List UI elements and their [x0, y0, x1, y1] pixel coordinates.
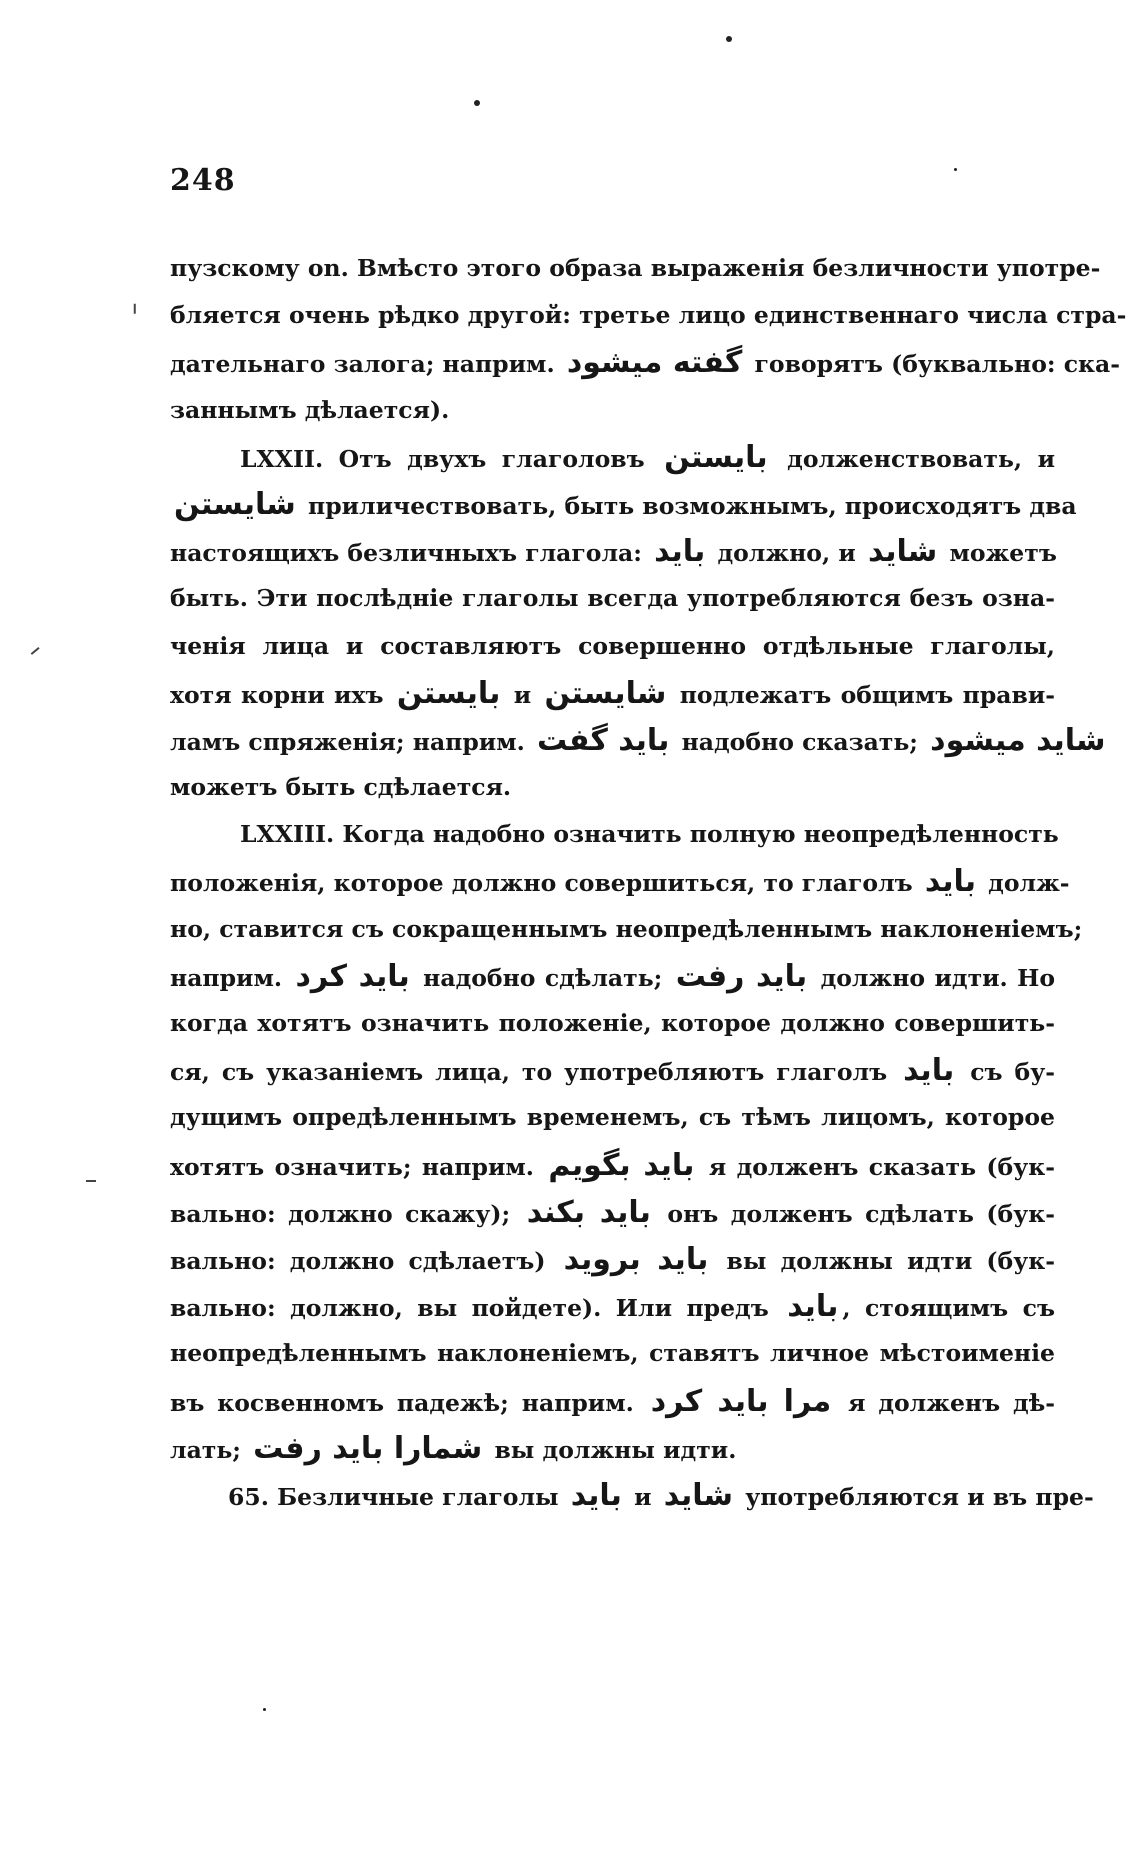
- text-line: شايستن приличествовать, быть возможнымъ, происходятъ два: [170, 481, 1055, 528]
- section-heading-line: LXXII. Отъ двухъ глаголовъ بايستن долженствовать, и: [240, 439, 1055, 475]
- scan-mark: [31, 647, 40, 655]
- persian-word: بايد: [654, 534, 706, 570]
- body-text: [170, 245, 1127, 1519]
- text-line: хотя корни ихъ بايستن и شايستن подлежатъ общимъ прави-: [170, 675, 1055, 711]
- persian-word: بايد بكند: [526, 1194, 651, 1230]
- text-line: вально: должно сдѣлаетъ) بايد برويد вы должны идти (бук-: [170, 1241, 1055, 1277]
- text-line: въ косвенномъ падежѣ; наприм. مرا بايد كرد я долженъ дѣ-: [170, 1383, 1055, 1419]
- scan-mark: [86, 1180, 96, 1182]
- persian-word: بايستن: [396, 675, 501, 711]
- persian-word: شايد ميشود: [930, 722, 1106, 758]
- persian-word: بايد گفت: [537, 722, 670, 758]
- text-line: наприм. بايد كرد надобно сдѣлать; بايد رفت должно идти. Но: [170, 958, 1056, 994]
- text-line: хотятъ означить; наприм. بايد بگويم я долженъ сказать (бук-: [170, 1147, 1055, 1183]
- text-line: неопредѣленнымъ наклоненіемъ, ставятъ личное мѣстоименіе: [170, 1339, 1055, 1368]
- persian-word: شايستن: [174, 486, 296, 522]
- persian-word: شمارا بايد رفت: [253, 1430, 483, 1466]
- persian-word: بايد: [924, 864, 976, 900]
- scan-speck: [726, 36, 732, 42]
- persian-word: بايد كرد: [295, 958, 410, 994]
- persian-word: مرا بايد كرد: [650, 1383, 832, 1419]
- text-line: бляется очень рѣдко другой: третье лицо единственнаго числа стра-: [170, 301, 1127, 330]
- scan-speck: [263, 1708, 266, 1711]
- text-line: ся, съ указаніемъ лица, то употребляютъ глаголъ بايد съ бу-: [170, 1053, 1055, 1089]
- persian-word: شايستن: [544, 675, 667, 711]
- persian-word: بايد: [570, 1477, 622, 1513]
- text-line: лать; شمارا بايد رفت вы должны идти.: [170, 1430, 737, 1466]
- persian-word: شايد: [663, 1477, 734, 1513]
- scan-mark: [134, 304, 136, 314]
- page-number: 248: [170, 163, 236, 198]
- text-line: дательнаго залога; наприм. گفته ميشود говорятъ (буквально: ска-: [170, 345, 1121, 381]
- section-heading-line: 65. Безличные глаголы بايد и شايد употребляются и въ пре-: [228, 1477, 1094, 1513]
- persian-word: شايد: [867, 534, 938, 570]
- text-line: ченія лица и составляютъ совершенно отдѣльные глаголы,: [170, 631, 1055, 660]
- text-line: настоящихъ безличныхъ глагола: بايد должно, и شايد можетъ: [170, 534, 1057, 570]
- text-line: но, ставится съ сокращеннымъ неопредѣленнымъ наклоненіемъ;: [170, 914, 1083, 943]
- text-line: ламъ спряженія; наприм. بايد گفت надобно сказать; شايد ميشود: [170, 717, 1055, 764]
- persian-word: بايد: [787, 1289, 839, 1325]
- text-line: когда хотятъ означить положеніе, которое должно совершить-: [170, 1009, 1055, 1037]
- persian-word: بايد بگويم: [548, 1147, 695, 1183]
- text-line: можетъ быть сдѣлается.: [170, 773, 512, 802]
- text-line: положенія, которое должно совершиться, то глаголъ بايد долж-: [170, 864, 1070, 900]
- persian-word: بايد: [903, 1053, 955, 1089]
- text-line: пузскому on. Вмѣсто этого образа выраженія безличности употре-: [170, 254, 1101, 282]
- text-line: дущимъ опредѣленнымъ временемъ, съ тѣмъ лицомъ, которое: [170, 1103, 1055, 1132]
- scan-speck: [954, 168, 957, 171]
- section-heading-line: LXXIII. Когда надобно означить полную неопредѣленность: [240, 820, 1059, 849]
- text-line: вально: должно, вы пойдете). Или предъ بايد , стоящимъ съ: [170, 1289, 1055, 1325]
- scan-speck: [474, 100, 480, 106]
- text-line: заннымъ дѣлается).: [170, 395, 450, 424]
- persian-word: بايد رفت: [675, 958, 808, 994]
- persian-word: بايد برويد: [563, 1241, 709, 1277]
- text-line: вально: должно скажу); بايد بكند онъ долженъ сдѣлать (бук-: [170, 1194, 1055, 1230]
- persian-word: بايستن: [664, 439, 768, 475]
- text-line: быть. Эти послѣдніе глаголы всегда употребляются безъ озна-: [170, 584, 1055, 613]
- persian-word: گفته ميشود: [566, 345, 743, 381]
